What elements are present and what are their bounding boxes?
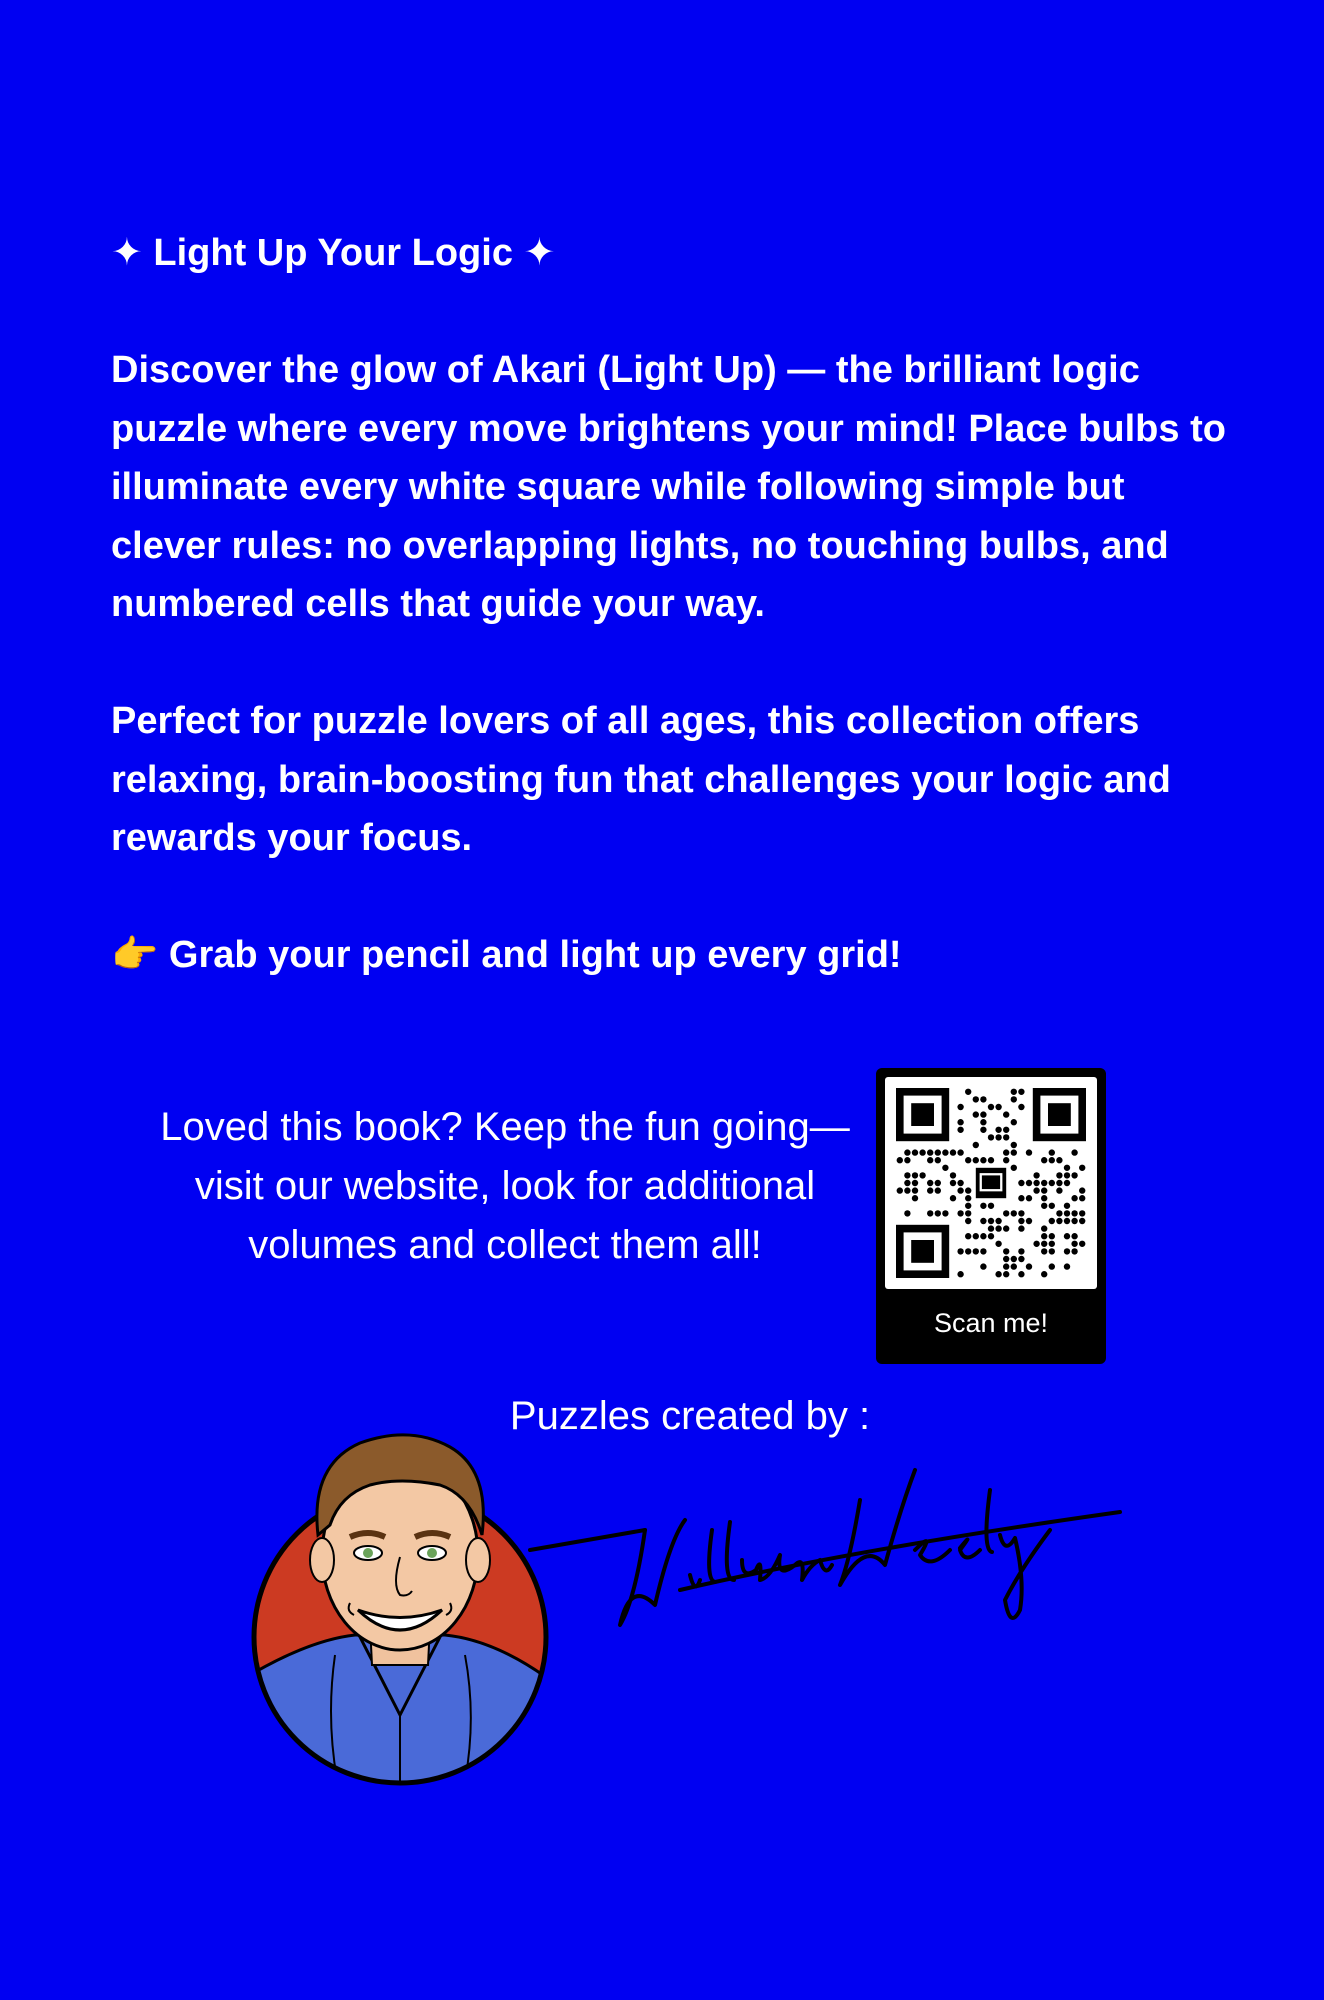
blurb-cta-text: Grab your pencil and light up every grid! <box>168 934 902 976</box>
blurb-cta <box>111 926 1231 985</box>
author-avatar <box>250 1425 550 1795</box>
pointing-hand-icon: 👉 <box>111 934 159 976</box>
website-promo: Loved this book? Keep the fun going—visit our website, look for additional volumes and collect them all! <box>160 1105 850 1267</box>
back-cover-blurb <box>111 224 1231 985</box>
qr-code-icon[interactable] <box>896 1088 1086 1278</box>
blurb-paragraph-2: Perfect for puzzle lovers of all ages, this collection offers relaxing, brain-boosting fun that challenges your logic and rewards your focus. <box>111 700 1171 859</box>
credit-label: Puzzles created by : <box>509 1394 871 1438</box>
blurb-heading: ✦ Light Up Your Logic ✦ <box>111 232 556 274</box>
qr-label: Scan me! <box>933 1308 1049 1338</box>
qr-card[interactable] <box>876 1068 1106 1364</box>
author-signature <box>520 1430 1130 1650</box>
qr-code-area[interactable] <box>885 1077 1097 1289</box>
blurb-paragraph-1: Discover the glow of Akari (Light Up) — the brilliant logic puzzle where every move brightens your mind! Place bulbs to illuminate every white square while following simple but clever rules: no overlapping lights, no touching bulbs, and numbered cells that guide your way. <box>111 349 1226 625</box>
